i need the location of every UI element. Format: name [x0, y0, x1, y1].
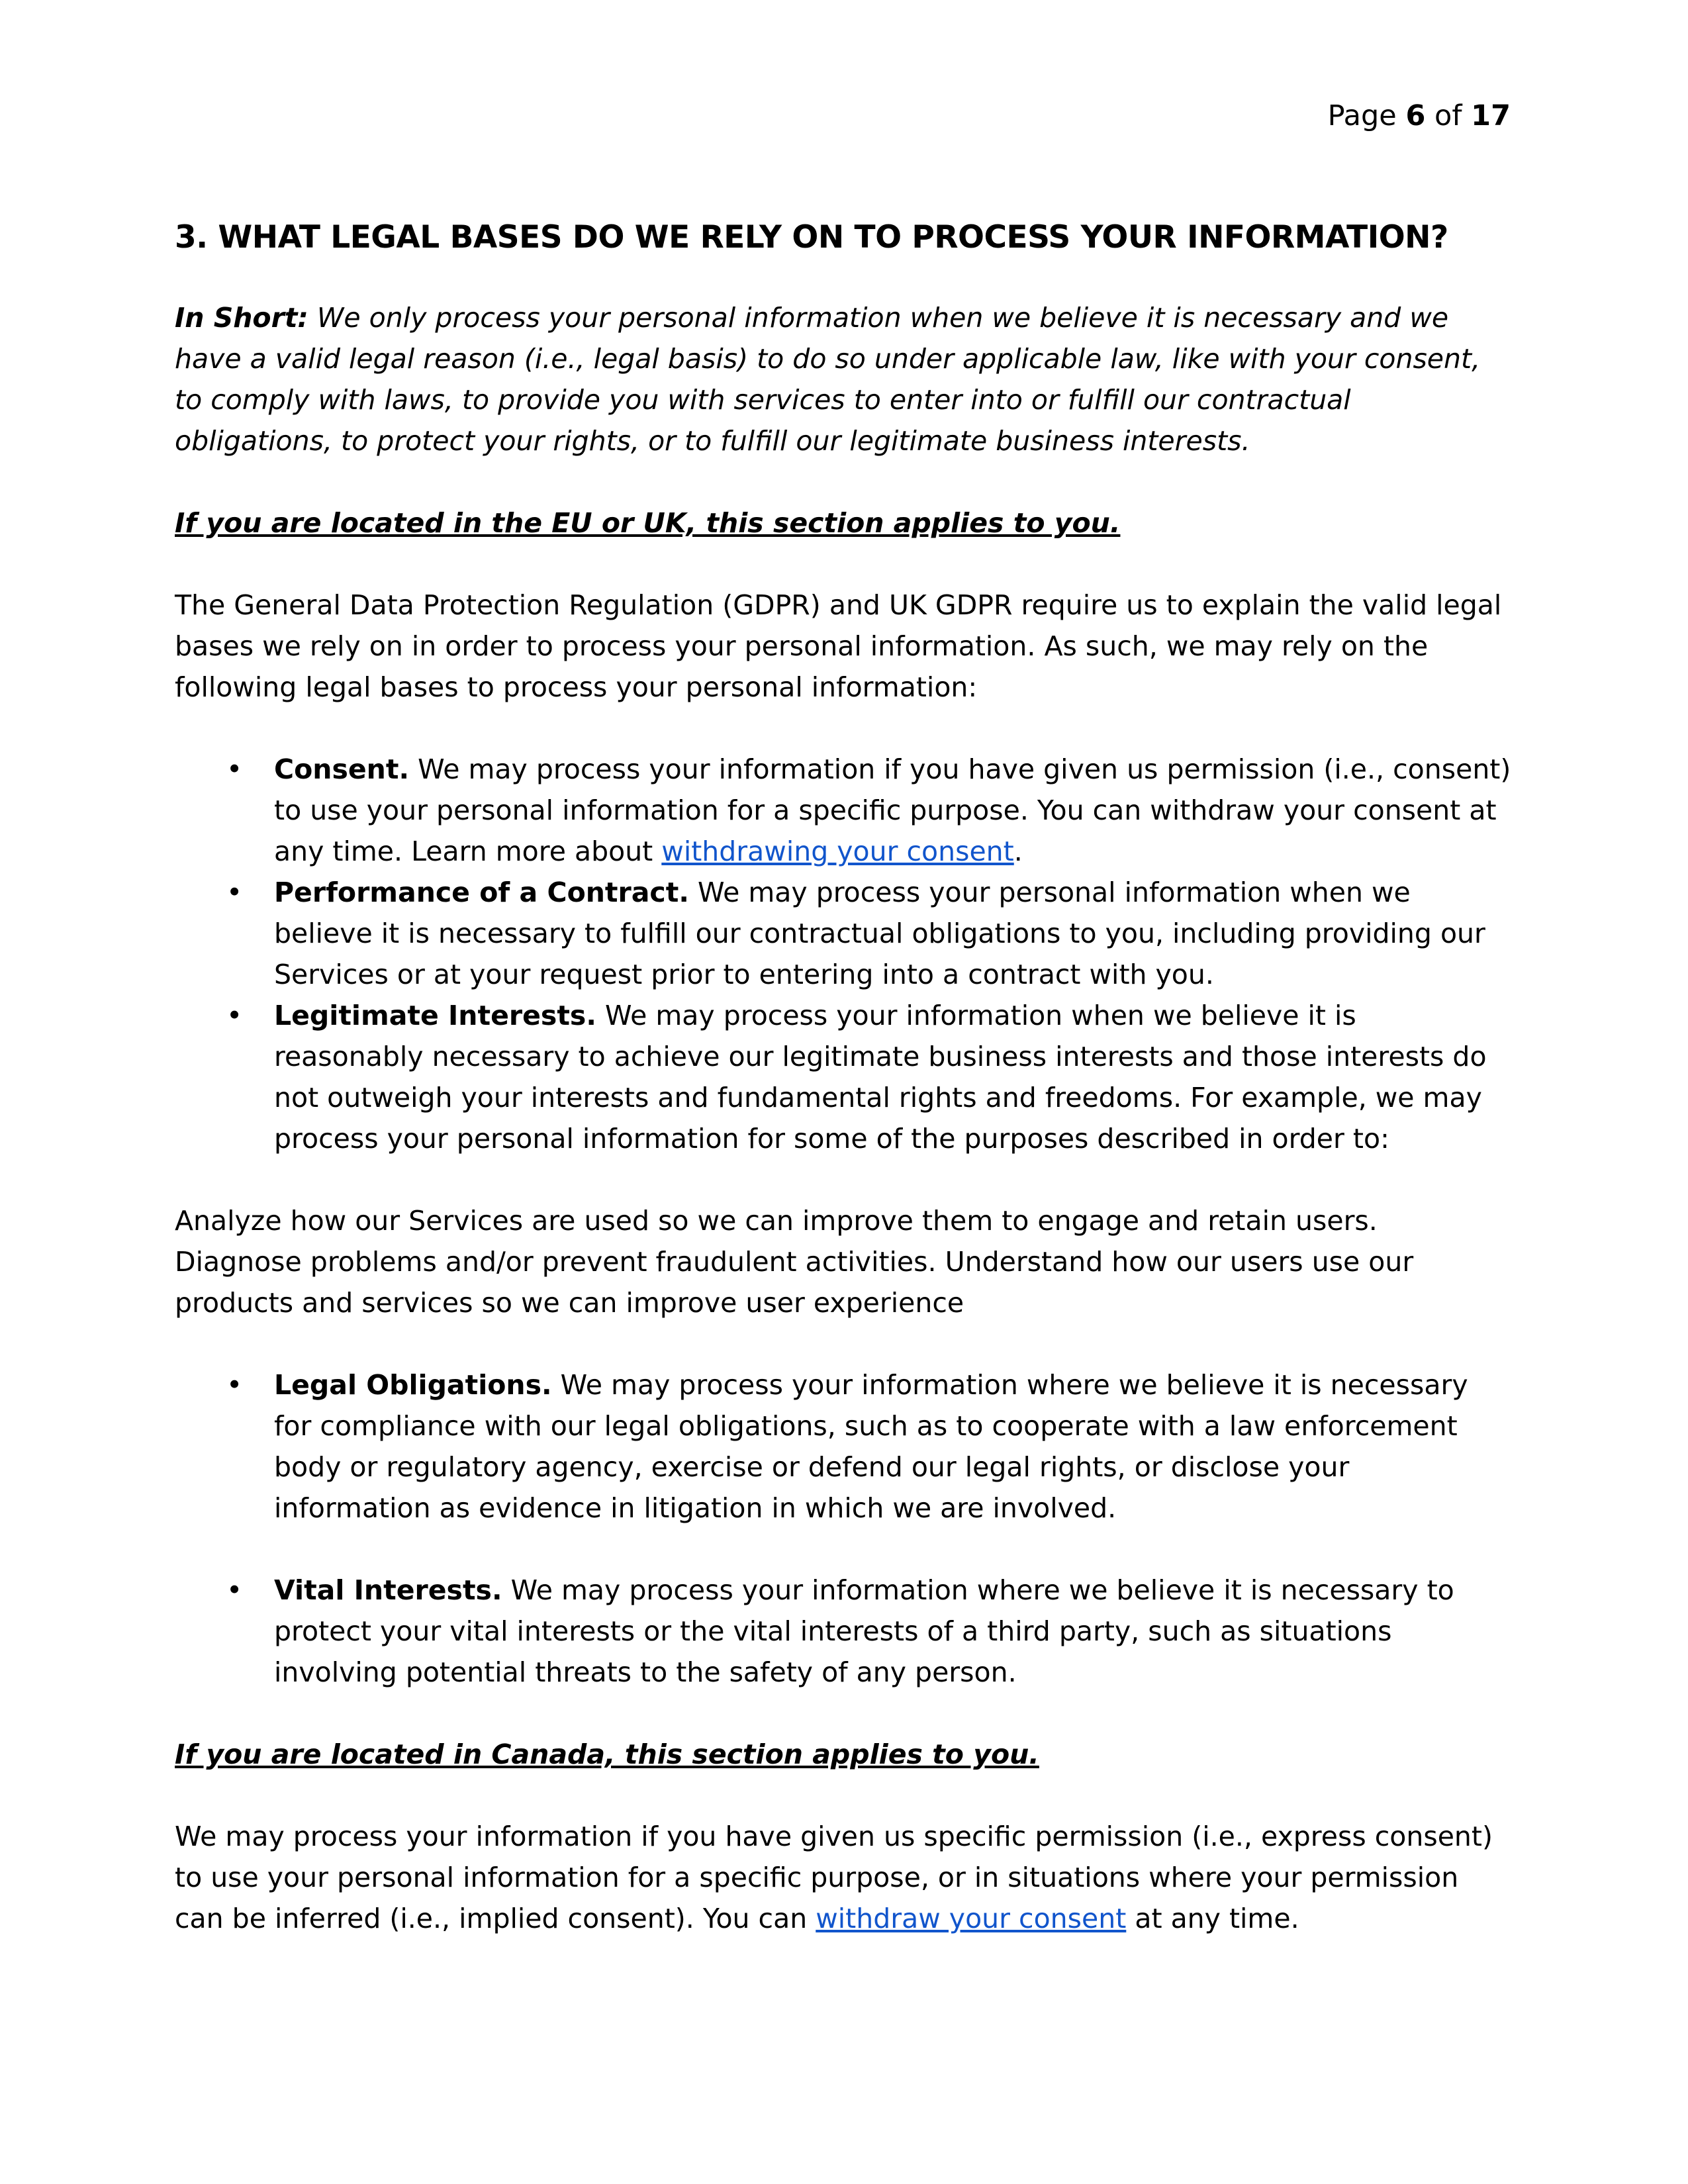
legitimate-interests-text: We may process your information when we believe it is reasonably necessary to achieve our legitimate business interests and those interests do not outweigh your interests and fundamental rights and freedoms. For example, we may process your personal information for some of the purposes described in order to: [274, 999, 1487, 1155]
consent-after: . [1013, 835, 1023, 867]
in-short-text: We only process your personal information when we believe it is necessary and we have a valid legal reason (i.e., legal basis) to do so under applicable law, like with your consent, to comply with laws, to provide you with services to enter into or fulfill our contractual obligations, to protect your rights, or to fulfill our legitimate business interests. [175, 301, 1481, 457]
vital-interests-title: Vital Interests. [274, 1574, 502, 1606]
document-content [175, 218, 1512, 1980]
page-number-prefix: Page [1327, 99, 1406, 132]
contract-title: Performance of a Contract. [274, 876, 689, 908]
legal-bases-list-2 [175, 1364, 1512, 1693]
section-heading: 3. WHAT LEGAL BASES DO WE RELY ON TO PROCESS YOUR INFORMATION? [175, 219, 1448, 256]
page-number-separator: of [1425, 99, 1472, 132]
list-item-consent [274, 749, 1512, 872]
canada-text-before: We may process your information if you have given us specific permission (i.e., express consent) to use your personal information for a specific purpose, or in situations where your permission can be inferred (i.e., implied consent). You can [175, 1820, 1493, 1934]
canada-heading: If you are located in Canada, this section applies to you. [175, 1738, 1039, 1770]
in-short-paragraph [175, 297, 1512, 461]
gdpr-intro-paragraph: The General Data Protection Regulation (GDPR) and UK GDPR require us to explain the valid legal bases we rely on in order to process your personal information. As such, we may rely on the following legal bases to process your personal information: [175, 589, 1502, 703]
legitimate-interests-title: Legitimate Interests. [274, 999, 596, 1031]
withdrawing-consent-link[interactable]: withdrawing your consent [661, 835, 1014, 867]
consent-title: Consent. [274, 753, 410, 785]
list-item-vital-interests [274, 1570, 1512, 1693]
canada-text-after: at any time. [1126, 1902, 1299, 1934]
legal-bases-list [175, 749, 1512, 1159]
page-number-total: 17 [1471, 99, 1511, 132]
legal-obligations-title: Legal Obligations. [274, 1368, 552, 1401]
page-number [1328, 99, 1511, 132]
list-item-contract [274, 872, 1512, 995]
legal-obligations-text: We may process your information where we believe it is necessary for compliance with our legal obligations, such as to cooperate with a law enforcement body or regulatory agency, exercise or defend our legal rights, or disclose your information as evidence in litigation in which we are involved. [274, 1368, 1468, 1524]
list-item-legitimate-interests [274, 995, 1512, 1159]
contract-text: We may process your personal information when we believe it is necessary to fulfill our contractual obligations to you, including providing our Services or at your request prior to entering into a contract with you. [274, 876, 1485, 990]
withdraw-consent-link[interactable]: withdraw your consent [816, 1902, 1127, 1934]
purposes-paragraph: Analyze how our Services are used so we can improve them to engage and retain users. Diagnose problems and/or prevent fraudulent activities. Understand how our users use our products and services so we can improve user experience [175, 1204, 1414, 1319]
vital-interests-text: We may process your information where we believe it is necessary to protect your vital interests or the vital interests of a third party, such as situations involving potential threats to the safety of any person. [274, 1574, 1454, 1688]
eu-uk-heading: If you are located in the EU or UK, this section applies to you. [175, 506, 1121, 539]
list-item-legal-obligations [274, 1364, 1512, 1529]
canada-paragraph [175, 1816, 1512, 1939]
consent-text: We may process your information if you have given us permission (i.e., consent) to use your personal information for a specific purpose. You can withdraw your consent at any time. Learn more about [274, 753, 1511, 867]
in-short-label: In Short: [175, 301, 308, 334]
page-number-current: 6 [1405, 99, 1426, 132]
